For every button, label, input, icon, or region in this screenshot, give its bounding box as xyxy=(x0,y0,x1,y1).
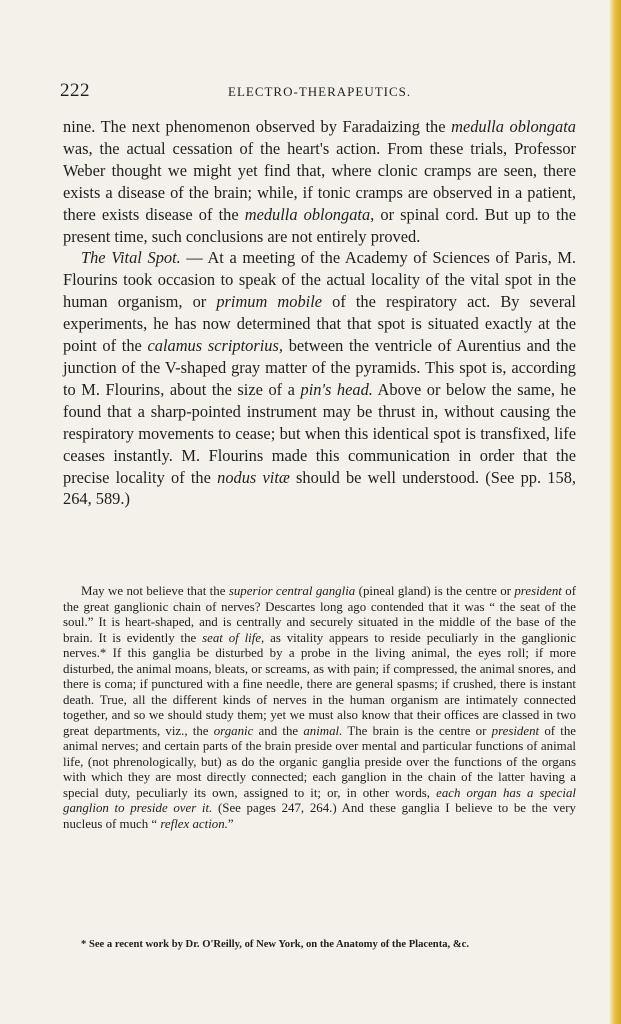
italic-run: nodus vitæ xyxy=(217,467,290,487)
text-run: Above or below the same, he found that a sharp-pointed instrument may be thrust in, without causing the respiratory movements to cease; but when this identical spot is transfixed, life ceases instantly. M. Flourins made this communication in order that the precise locality of the xyxy=(63,379,577,487)
italic-run: primum mobile xyxy=(216,292,323,312)
page-header xyxy=(60,80,580,104)
text-run: and the xyxy=(253,723,304,738)
text-run: should be well understood. (See pp. 158, 264, 589.) xyxy=(63,467,576,509)
text-run: (pineal gland) is the centre or xyxy=(355,584,515,598)
italic-run: each organ has a special ganglion to preside over it. xyxy=(63,785,576,815)
italic-run: medulla oblongata xyxy=(451,117,576,136)
italic-run: organic xyxy=(213,723,254,738)
italic-run: pin's head. xyxy=(300,379,373,399)
note-paragraph xyxy=(63,584,576,832)
text-run: as vitality appears to reside peculiarly in the ganglionic nerves.* If this ganglia be disturbed by a probe in the living animal, the eyes roll; if more disturbed, the animal moans, bleats, or screams, as with pain; if compressed, the animal snores, and there is coma; if punctured with a fine needle, there are general spasms; if crushed, there is instant death. True, all the different kinds of nerves in the human organism are intimately connected together, and so we should study them; yet we must also know that their offices are classed in two great departments, viz., the xyxy=(63,630,576,738)
text-run: May we not believe that the xyxy=(81,584,229,598)
italic-run: medulla oblongata, xyxy=(244,204,375,224)
section-heading-vital-spot: The Vital Spot. xyxy=(81,248,181,268)
footnote: * See a recent work by Dr. O'Reilly, of New York, on the Anatomy of the Placenta, &c. xyxy=(81,939,469,950)
text-run: of the animal nerves; and certain parts of the brain preside over mental and particular functions of animal life, (not phrenologically, but) as do the organic ganglia preside over the functions of the organs with which they are most directly connected; each ganglion in the chain of the latter having a special duty, peculiarly its own, assigned to it; or, in other words, xyxy=(63,723,577,800)
text-run: of the respiratory act. By several experiments, he has now determined that that spot is situated exactly at the point of the xyxy=(63,292,576,356)
italic-run: calamus scriptorius, xyxy=(147,336,283,356)
text-run: The brain is the centre or xyxy=(342,723,492,738)
italic-run: president xyxy=(491,723,540,738)
text-run: between the ventricle of Aurentius and the junction of the V-shaped gray matter of the pyramids. This spot is, according to M. Flourins, about the size of a xyxy=(63,336,576,399)
paragraph-2 xyxy=(63,247,576,510)
text-run: or spinal cord. But up to the present time, such conclusions are not entirely proved. xyxy=(63,204,576,246)
text-run: nine. The next phenomenon observed by Faradaizing the xyxy=(63,117,452,136)
text-run: ” xyxy=(227,816,234,831)
italic-run: seat of life, xyxy=(202,630,265,645)
text-run: of the great ganglionic chain of nerves? Descartes long ago contended that it was “ the seat of the soul.” It is heart-shaped, and is centrally and securely situated in the middle of the base of the brain. It is evidently the xyxy=(63,584,576,645)
text-run: was, the actual cessation of the heart's action. From these trials, Professor Weber thought we might yet find that, where clonic cramps are seen, there exists a disease of the brain; while, if tonic cramps are observed in a patient, there exists disease of the xyxy=(63,138,576,224)
main-text xyxy=(63,116,576,510)
italic-run: president xyxy=(514,584,562,598)
italic-run: animal. xyxy=(303,723,343,738)
note-block xyxy=(63,584,576,832)
text-run: (See pages 247, 264.) And these ganglia I believe to be the very nucleus of much “ xyxy=(63,801,576,831)
italic-run: reflex action. xyxy=(160,816,228,831)
page-number: 222 xyxy=(60,80,90,101)
page-edge-gilt xyxy=(609,0,621,1024)
running-head: ELECTRO-THERAPEUTICS. xyxy=(228,84,412,99)
text-run: — At a meeting of the Academy of Sciences of Paris, M. Flourins took occasion to speak of the actual locality of the vital spot in the human organism, or xyxy=(63,248,576,312)
italic-run: superior central ganglia xyxy=(228,584,356,598)
paragraph-1 xyxy=(63,116,576,247)
